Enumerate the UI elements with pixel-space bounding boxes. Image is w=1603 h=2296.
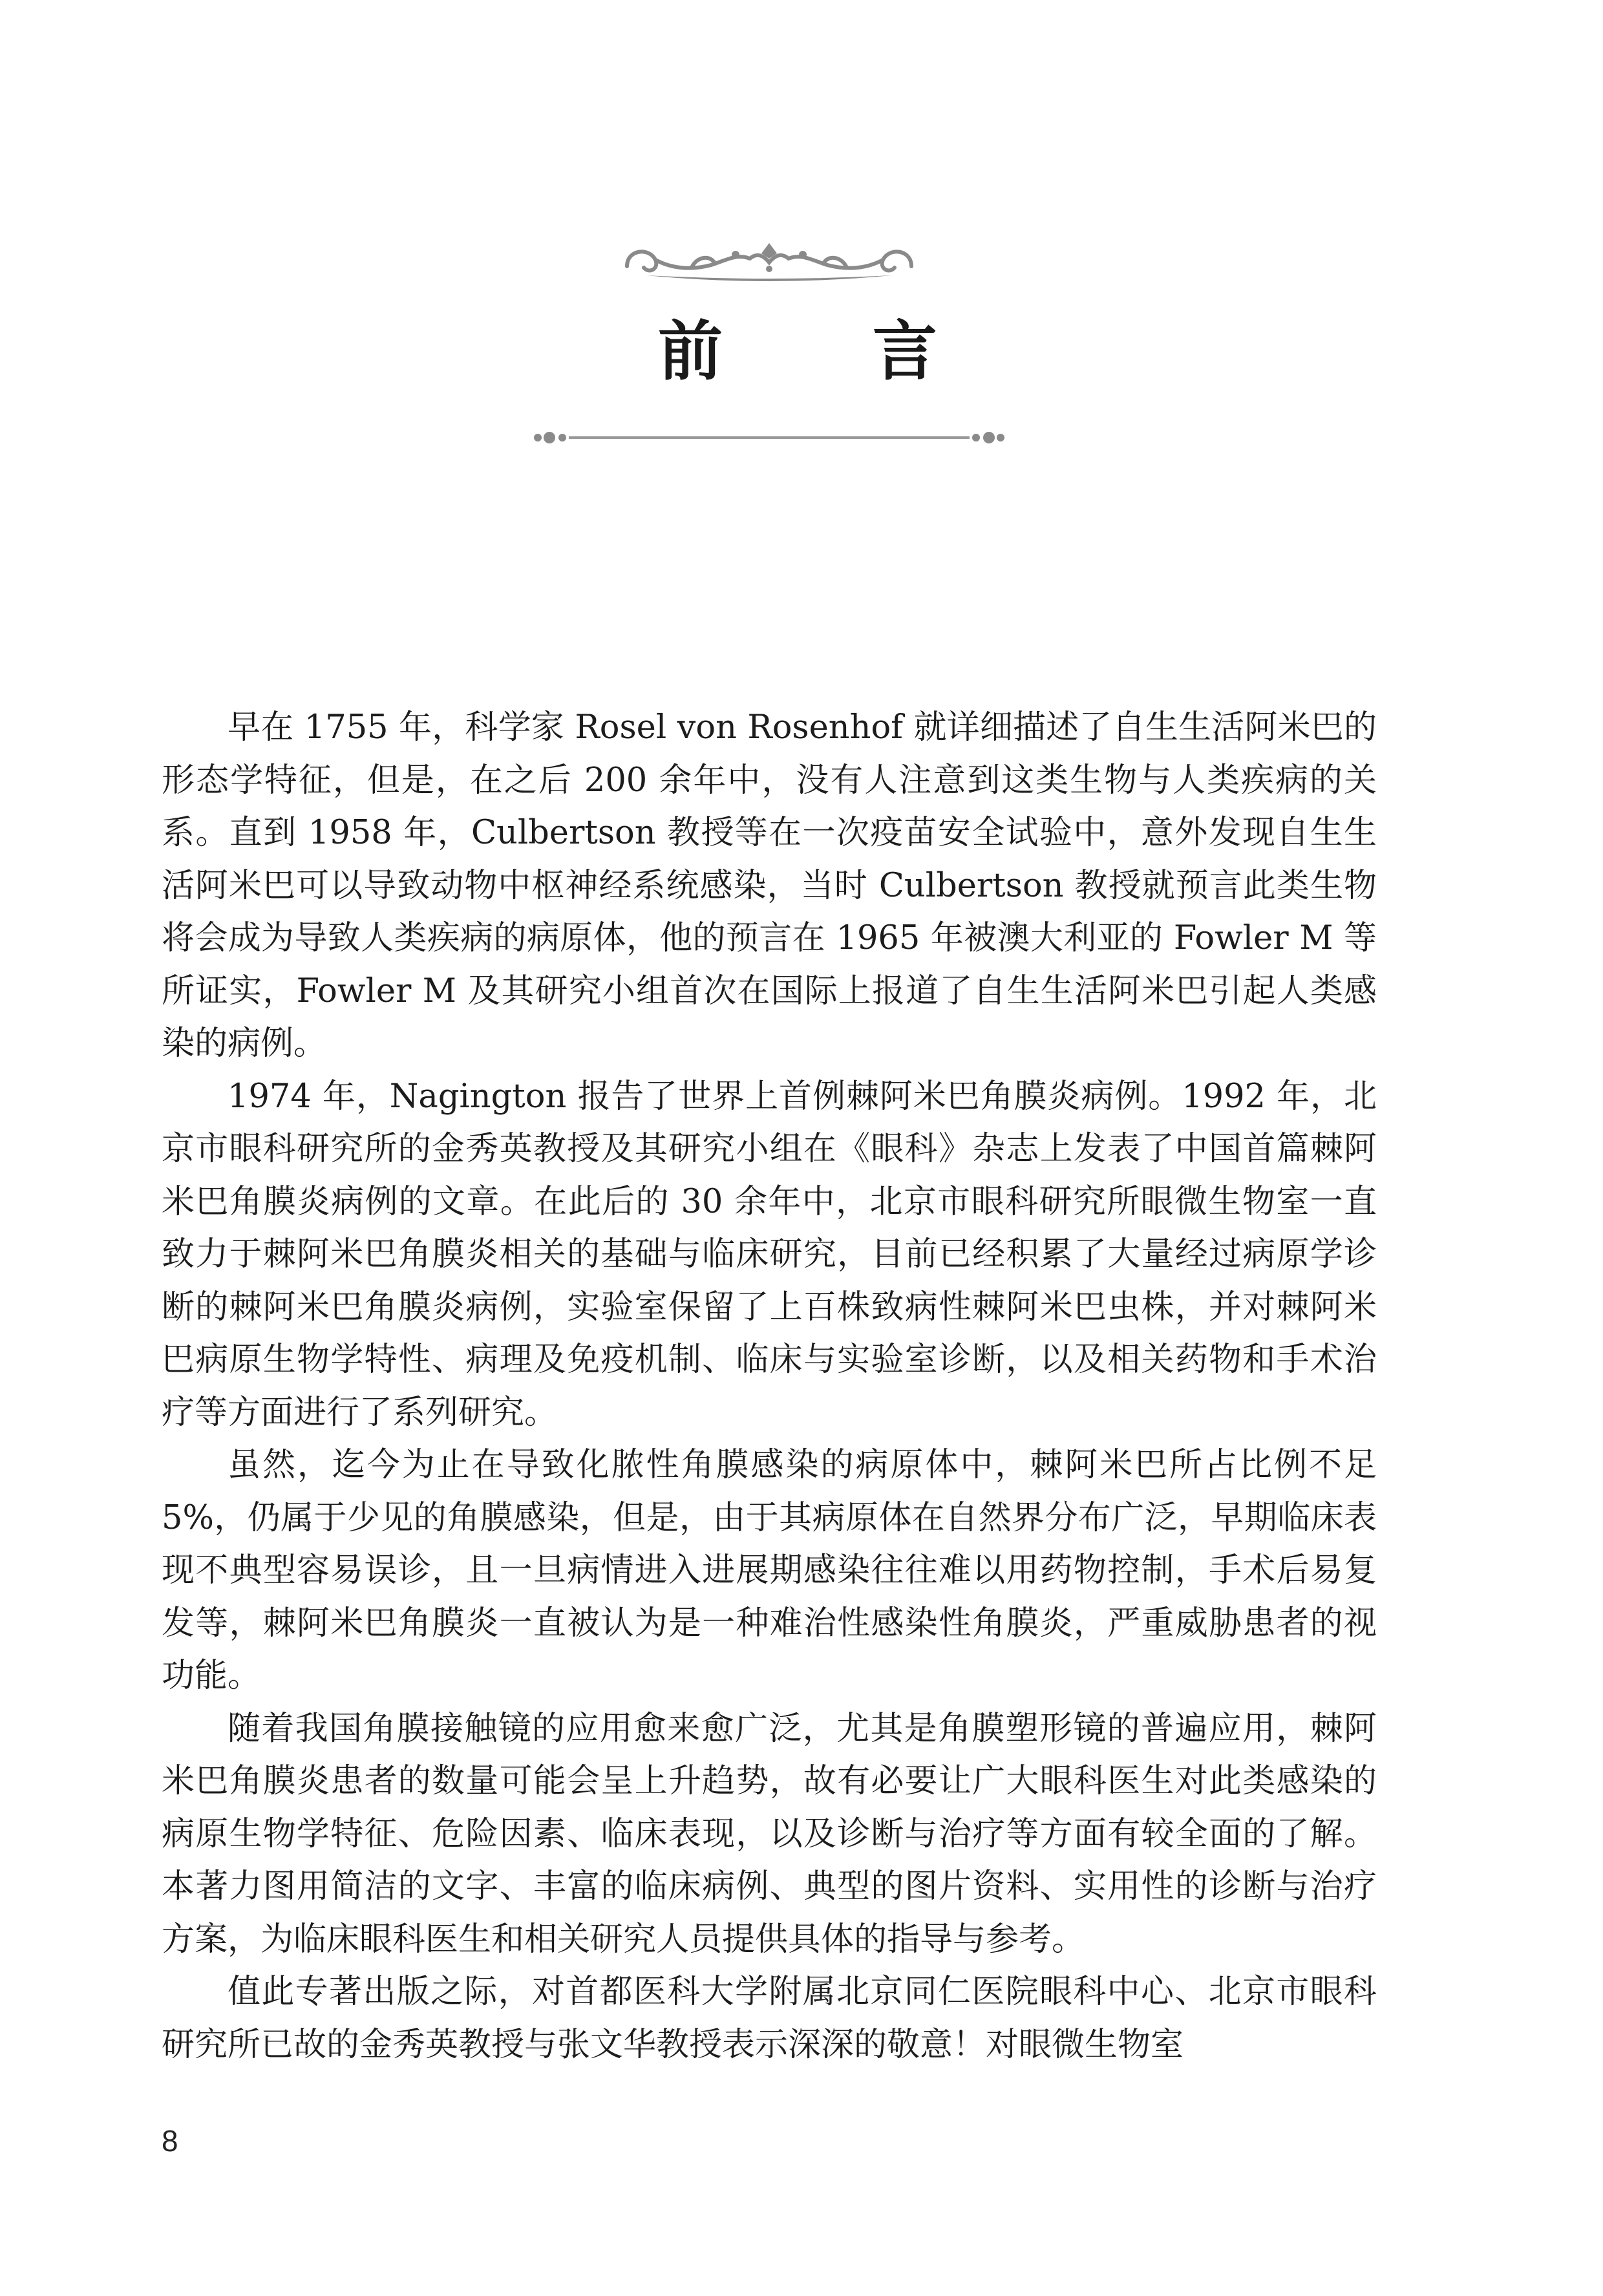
preface-body [162,701,1377,2071]
page-number: 8 [162,2124,178,2158]
paragraph: 值此专著出版之际，对首都医科大学附属北京同仁医院眼科中心、北京市眼科研究所已故的金秀英教授与张文华教授表示深深的敬意！对眼微生物室 [162,1973,1377,2064]
paragraph: 早在 1755 年，科学家 Rosel von Rosenhof 就详细描述了自生生活阿米巴的形态学特征，但是，在之后 200 余年中，没有人注意到这类生物与人类疾病的关系。直到 1958 年，Culbertson 教授等在一次疫苗安全试验中，意外发现自生生活阿米巴可以导致动物中枢神经系统感染，当时 Culbertson 教授就预言此类生物将会成为导致人类疾病的病原体，他的预言在 1965 年被澳大利亚的 Fowler M 等所证实，Fowler M 及其研究小组首次在国际上报道了自生生活阿米巴引起人类感染的病例。 [162,708,1377,1063]
page-title [0,303,1603,399]
paragraph: 1974 年，Nagington 报告了世界上首例棘阿米巴角膜炎病例。1992 年，北京市眼科研究所的金秀英教授及其研究小组在《眼科》杂志上发表了中国首篇棘阿米巴角膜炎病例的文章。在此后的 30 余年中，北京市眼科研究所眼微生物室一直致力于棘阿米巴角膜炎相关的基础与临床研究，目前已经积累了大量经过病原学诊断的棘阿米巴角膜炎病例，实验室保留了上百株致病性棘阿米巴虫株，并对棘阿米巴病原生物学特性、病理及免疫机制、临床与实验室诊断，以及相关药物和手术治疗等方面进行了系列研究。 [162,1077,1377,1432]
title-char-2: 言 [873,313,945,389]
paragraph: 虽然，迄今为止在导致化脓性角膜感染的病原体中，棘阿米巴所占比例不足 5%，仍属于少见的角膜感染，但是，由于其病原体在自然界分布广泛，早期临床表现不典型容易误诊，且一旦病情进入进展期感染往往难以用药物控制，手术后易复发等，棘阿米巴角膜炎一直被认为是一种难治性感染性角膜炎，严重威胁患者的视功能。 [162,1446,1377,1695]
beaded-line-ornament-icon [530,427,1008,449]
scroll-ornament-icon [621,239,918,284]
paragraph: 随着我国角膜接触镜的应用愈来愈广泛，尤其是角膜塑形镜的普遍应用，棘阿米巴角膜炎患者的数量可能会呈上升趋势，故有必要让广大眼科医生对此类感染的病原生物学特征、危险因素、临床表现，以及诊断与治疗等方面有较全面的了解。本著力图用简洁的文字、丰富的临床病例、典型的图片资料、实用性的诊断与治疗方案，为临床眼科医生和相关研究人员提供具体的指导与参考。 [162,1709,1377,1959]
title-char-1: 前 [658,313,730,389]
